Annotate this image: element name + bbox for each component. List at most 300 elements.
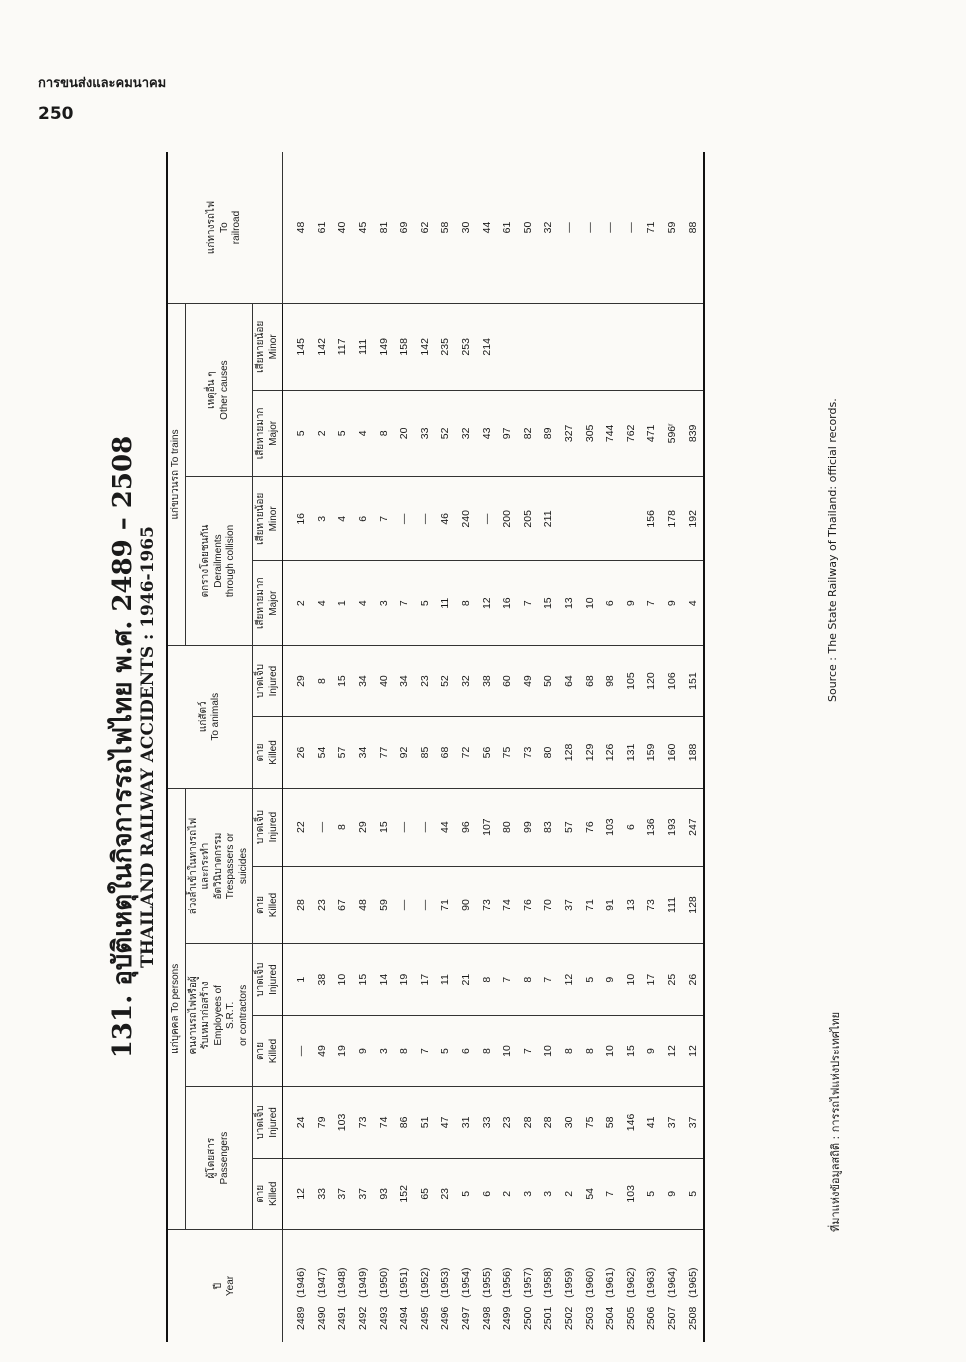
cell-employees-injured: 7 [538, 944, 559, 1015]
cell-employees-killed: 8 [394, 1015, 415, 1086]
cell-derailments-major: 7 [394, 561, 415, 645]
cell-trespassers-killed: 59 [373, 866, 394, 944]
cell-animals-injured: 98 [600, 645, 621, 716]
cell-passengers-injured: 33 [476, 1087, 497, 1158]
cell-derailments-major: 9 [621, 561, 642, 645]
cell-other-major: 33 [415, 390, 436, 477]
cell-animals-killed: 131 [621, 717, 642, 788]
cell-railroad: 45 [353, 152, 374, 304]
cell-employees-injured: 7 [497, 944, 518, 1015]
cell-other-major: 305 [579, 390, 600, 477]
cell-trespassers-killed: 111 [662, 866, 683, 944]
cell-other-minor: 142 [312, 304, 333, 391]
cell-passengers-killed: 5 [682, 1158, 704, 1229]
col-header-derailments-major: เสียหายมาก Major [253, 561, 283, 645]
cell-employees-killed: 12 [662, 1015, 683, 1086]
cell-derailments-major: 6 [600, 561, 621, 645]
cell-derailments-minor [600, 477, 621, 561]
cell-employees-killed: 10 [600, 1015, 621, 1086]
cell-year: 2499 (1956) [501, 1267, 514, 1330]
col-header-passengers-injured: บาดเจ็บ Injured [253, 1087, 283, 1158]
cell-employees-killed: 12 [682, 1015, 704, 1086]
cell-employees-killed: 7 [518, 1015, 539, 1086]
cell-derailments-major: 4 [312, 561, 333, 645]
cell-animals-injured: 29 [283, 645, 312, 716]
cell-employees-injured: 26 [682, 944, 704, 1015]
cell-animals-injured: 38 [476, 645, 497, 716]
cell-year: 2500 (1957) [521, 1267, 534, 1330]
cell-employees-injured: 38 [312, 944, 333, 1015]
cell-animals-killed: 126 [600, 717, 621, 788]
cell-employees-killed: 15 [621, 1015, 642, 1086]
cell-employees-injured: 10 [621, 944, 642, 1015]
cell-passengers-killed: 3 [518, 1158, 539, 1229]
cell-trespassers-injured: 193 [662, 788, 683, 866]
cell-passengers-injured: 79 [312, 1087, 333, 1158]
rotated-table-page [70, 132, 860, 1362]
cell-derailments-minor: 3 [312, 477, 333, 561]
cell-other-minor: 149 [373, 304, 394, 391]
cell-passengers-injured: 47 [435, 1087, 456, 1158]
cell-other-minor: 142 [415, 304, 436, 391]
cell-derailments-minor: 192 [682, 477, 704, 561]
cell-derailments-major: 12 [476, 561, 497, 645]
cell-derailments-major: 7 [518, 561, 539, 645]
cell-passengers-killed: 12 [283, 1158, 312, 1229]
cell-animals-killed: 92 [394, 717, 415, 788]
cell-railroad: 32 [538, 152, 559, 304]
cell-trespassers-killed: 13 [621, 866, 642, 944]
cell-year: 2507 (1964) [665, 1267, 678, 1330]
cell-derailments-major: 2 [283, 561, 312, 645]
col-header-trespassers-killed: ตาย Killed [253, 866, 283, 944]
cell-derailments-major: 9 [662, 561, 683, 645]
cell-other-major: 5 [332, 390, 353, 477]
cell-trespassers-injured: 96 [456, 788, 477, 866]
cell-animals-injured: 106 [662, 645, 683, 716]
cell-trespassers-killed: 128 [682, 866, 704, 944]
col-header-passengers-killed: ตาย Killed [253, 1158, 283, 1229]
cell-other-minor [497, 304, 518, 391]
cell-other-major: 327 [559, 390, 580, 477]
cell-animals-injured: 15 [332, 645, 353, 716]
cell-railroad: — [579, 152, 600, 304]
section-header: การขนส่งและคมนาคม [38, 76, 167, 91]
cell-other-minor [641, 304, 662, 391]
cell-passengers-injured: 24 [283, 1087, 312, 1158]
cell-year: 2489 (1946) [295, 1267, 308, 1330]
cell-other-minor: 235 [435, 304, 456, 391]
cell-employees-injured: 10 [332, 944, 353, 1015]
col-header-employees: คนงานรถไฟหรือผู้ รับเหมาก่อสร้าง Employees of S.R.T. or contractors [185, 944, 253, 1087]
cell-trespassers-injured: 103 [600, 788, 621, 866]
cell-year: 2491 (1948) [336, 1267, 349, 1330]
cell-employees-killed: 6 [456, 1015, 477, 1086]
cell-railroad: — [600, 152, 621, 304]
cell-trespassers-killed: 90 [456, 866, 477, 944]
cell-railroad: 58 [435, 152, 456, 304]
cell-railroad: 50 [518, 152, 539, 304]
cell-trespassers-injured: 76 [579, 788, 600, 866]
cell-trespassers-injured: — [415, 788, 436, 866]
table-row [682, 152, 704, 1342]
cell-passengers-killed: 152 [394, 1158, 415, 1229]
cell-derailments-minor: 200 [497, 477, 518, 561]
cell-railroad: 71 [641, 152, 662, 304]
cell-employees-killed: 10 [538, 1015, 559, 1086]
cell-passengers-injured: 75 [579, 1087, 600, 1158]
table-row [538, 152, 559, 1342]
cell-employees-killed: 49 [312, 1015, 333, 1086]
cell-animals-killed: 160 [662, 717, 683, 788]
cell-derailments-major: 4 [682, 561, 704, 645]
cell-employees-injured: 5 [579, 944, 600, 1015]
cell-year: 2492 (1949) [357, 1267, 370, 1330]
cell-other-major: 43 [476, 390, 497, 477]
table-body [283, 152, 704, 1342]
cell-trespassers-killed: 23 [312, 866, 333, 944]
table-row [332, 152, 353, 1342]
cell-other-minor: 158 [394, 304, 415, 391]
cell-other-major: 839 [682, 390, 704, 477]
table-row [518, 152, 539, 1342]
cell-derailments-major: 3 [373, 561, 394, 645]
cell-passengers-killed: 65 [415, 1158, 436, 1229]
cell-other-major: 2 [312, 390, 333, 477]
cell-other-major: 20 [394, 390, 415, 477]
cell-trespassers-injured: 57 [559, 788, 580, 866]
cell-trespassers-injured: 44 [435, 788, 456, 866]
table-row [373, 152, 394, 1342]
cell-year: 2508 (1965) [686, 1267, 699, 1330]
cell-derailments-minor: — [394, 477, 415, 561]
cell-employees-killed: 3 [373, 1015, 394, 1086]
cell-other-minor [600, 304, 621, 391]
cell-animals-injured: 120 [641, 645, 662, 716]
table-row [456, 152, 477, 1342]
cell-employees-injured: 1 [283, 944, 312, 1015]
cell-passengers-killed: 54 [579, 1158, 600, 1229]
cell-passengers-killed: 7 [600, 1158, 621, 1229]
cell-other-major: 97 [497, 390, 518, 477]
cell-railroad: 61 [312, 152, 333, 304]
cell-year: 2501 (1958) [542, 1267, 555, 1330]
cell-railroad: — [621, 152, 642, 304]
col-header-other-causes: เหตุอื่น ๆ Other causes [185, 304, 253, 477]
cell-animals-injured: 32 [456, 645, 477, 716]
col-header-year: ปี Year [167, 1230, 283, 1343]
cell-year: 2496 (1953) [439, 1267, 452, 1330]
cell-employees-killed: 8 [476, 1015, 497, 1086]
cell-animals-killed: 77 [373, 717, 394, 788]
cell-animals-injured: 23 [415, 645, 436, 716]
cell-year: 2498 (1955) [480, 1267, 493, 1330]
cell-other-minor [682, 304, 704, 391]
cell-trespassers-injured: — [394, 788, 415, 866]
cell-trespassers-killed: 76 [518, 866, 539, 944]
cell-animals-killed: 68 [435, 717, 456, 788]
cell-animals-killed: 80 [538, 717, 559, 788]
cell-derailments-minor: 7 [373, 477, 394, 561]
cell-passengers-killed: 2 [559, 1158, 580, 1229]
cell-derailments-major: 13 [559, 561, 580, 645]
cell-animals-killed: 57 [332, 717, 353, 788]
cell-trespassers-killed: 71 [579, 866, 600, 944]
cell-employees-injured: 19 [394, 944, 415, 1015]
cell-derailments-minor: 240 [456, 477, 477, 561]
cell-other-minor [538, 304, 559, 391]
cell-animals-killed: 128 [559, 717, 580, 788]
cell-other-major: 52 [435, 390, 456, 477]
cell-other-major: 32 [456, 390, 477, 477]
cell-passengers-killed: 5 [641, 1158, 662, 1229]
page-number: 250 [38, 104, 74, 124]
cell-derailments-minor [559, 477, 580, 561]
table-row [559, 152, 580, 1342]
cell-other-major: 4 [353, 390, 374, 477]
cell-passengers-killed: 93 [373, 1158, 394, 1229]
col-header-derailments-minor: เสียหายน้อย Minor [253, 477, 283, 561]
cell-passengers-injured: 23 [497, 1087, 518, 1158]
cell-railroad: 61 [497, 152, 518, 304]
cell-derailments-minor: 16 [283, 477, 312, 561]
cell-trespassers-killed: — [394, 866, 415, 944]
cell-other-major: 596ʳ [662, 390, 683, 477]
cell-year: 2493 (1950) [377, 1267, 390, 1330]
cell-railroad: 30 [456, 152, 477, 304]
cell-passengers-injured: 86 [394, 1087, 415, 1158]
cell-other-minor [518, 304, 539, 391]
cell-animals-injured: 68 [579, 645, 600, 716]
table-row [353, 152, 374, 1342]
col-header-derailments: ตกรางโดยชนกัน Derailments through collision [185, 477, 253, 646]
cell-animals-killed: 72 [456, 717, 477, 788]
cell-passengers-killed: 23 [435, 1158, 456, 1229]
cell-railroad: 44 [476, 152, 497, 304]
table-title-english: THAILAND RAILWAY ACCIDENTS : 1946-1965 [138, 526, 158, 968]
cell-railroad: — [559, 152, 580, 304]
cell-employees-killed: 7 [415, 1015, 436, 1086]
cell-passengers-injured: 41 [641, 1087, 662, 1158]
cell-animals-killed: 159 [641, 717, 662, 788]
cell-passengers-injured: 146 [621, 1087, 642, 1158]
cell-other-minor [621, 304, 642, 391]
cell-animals-killed: 85 [415, 717, 436, 788]
cell-employees-killed: 5 [435, 1015, 456, 1086]
cell-derailments-minor [579, 477, 600, 561]
cell-trespassers-injured: 8 [332, 788, 353, 866]
cell-animals-killed: 188 [682, 717, 704, 788]
cell-employees-injured: 14 [373, 944, 394, 1015]
cell-employees-killed: 9 [641, 1015, 662, 1086]
cell-employees-killed: 10 [497, 1015, 518, 1086]
cell-other-major: 5 [283, 390, 312, 477]
cell-railroad: 69 [394, 152, 415, 304]
cell-passengers-killed: 6 [476, 1158, 497, 1229]
cell-trespassers-killed: — [415, 866, 436, 944]
cell-animals-killed: 26 [283, 717, 312, 788]
cell-animals-killed: 34 [353, 717, 374, 788]
cell-year: 2490 (1947) [315, 1267, 328, 1330]
cell-animals-killed: 73 [518, 717, 539, 788]
cell-year: 2505 (1962) [624, 1267, 637, 1330]
col-header-animals-injured: บาดเจ็บ Injured [253, 645, 283, 716]
cell-passengers-injured: 30 [559, 1087, 580, 1158]
cell-passengers-injured: 74 [373, 1087, 394, 1158]
table-row [497, 152, 518, 1342]
cell-employees-killed: 8 [579, 1015, 600, 1086]
col-header-to-animals: แก่สัตว์ To animals [167, 645, 253, 788]
cell-trespassers-injured: 22 [283, 788, 312, 866]
cell-passengers-injured: 28 [538, 1087, 559, 1158]
cell-trespassers-injured: 136 [641, 788, 662, 866]
cell-derailments-minor: — [476, 477, 497, 561]
cell-railroad: 48 [283, 152, 312, 304]
cell-animals-injured: 60 [497, 645, 518, 716]
cell-passengers-killed: 37 [332, 1158, 353, 1229]
cell-employees-injured: 8 [476, 944, 497, 1015]
cell-derailments-minor: 156 [641, 477, 662, 561]
cell-animals-killed: 56 [476, 717, 497, 788]
cell-other-major: 471 [641, 390, 662, 477]
cell-employees-injured: 17 [641, 944, 662, 1015]
cell-passengers-injured: 51 [415, 1087, 436, 1158]
cell-employees-injured: 15 [353, 944, 374, 1015]
cell-passengers-killed: 103 [621, 1158, 642, 1229]
cell-animals-injured: 52 [435, 645, 456, 716]
col-header-animals-killed: ตาย Killed [253, 717, 283, 788]
cell-year: 2495 (1952) [418, 1267, 431, 1330]
cell-animals-injured: 49 [518, 645, 539, 716]
cell-trespassers-killed: 73 [476, 866, 497, 944]
cell-railroad: 62 [415, 152, 436, 304]
cell-derailments-major: 11 [435, 561, 456, 645]
cell-passengers-killed: 9 [662, 1158, 683, 1229]
cell-other-minor: 214 [476, 304, 497, 391]
cell-trespassers-injured: — [312, 788, 333, 866]
cell-derailments-major: 5 [415, 561, 436, 645]
cell-derailments-major: 7 [641, 561, 662, 645]
cell-employees-killed: 8 [559, 1015, 580, 1086]
cell-trespassers-killed: 48 [353, 866, 374, 944]
cell-other-minor [662, 304, 683, 391]
col-header-to-persons: แก่บุคคล To persons [167, 788, 185, 1229]
cell-passengers-killed: 33 [312, 1158, 333, 1229]
cell-railroad: 59 [662, 152, 683, 304]
cell-other-minor: 117 [332, 304, 353, 391]
table-row [476, 152, 497, 1342]
cell-passengers-killed: 37 [353, 1158, 374, 1229]
cell-animals-injured: 40 [373, 645, 394, 716]
cell-derailments-minor: 211 [538, 477, 559, 561]
cell-trespassers-killed: 71 [435, 866, 456, 944]
cell-derailments-major: 10 [579, 561, 600, 645]
cell-passengers-injured: 103 [332, 1087, 353, 1158]
table-row [415, 152, 436, 1342]
cell-employees-injured: 12 [559, 944, 580, 1015]
cell-trespassers-injured: 29 [353, 788, 374, 866]
cell-animals-killed: 54 [312, 717, 333, 788]
col-header-trespassers-injured: บาดเจ็บ Injured [253, 788, 283, 866]
cell-animals-injured: 8 [312, 645, 333, 716]
cell-other-major: 8 [373, 390, 394, 477]
accidents-table [166, 152, 705, 1342]
col-header-trespassers: ล่วงล้ำเข้าในทางรถไฟ และกระทำ อัตวินิบาตกรรม Trespassers or suicides [185, 788, 253, 944]
cell-animals-injured: 105 [621, 645, 642, 716]
table-row [435, 152, 456, 1342]
cell-year: 2503 (1960) [583, 1267, 596, 1330]
cell-passengers-injured: 58 [600, 1087, 621, 1158]
cell-passengers-injured: 31 [456, 1087, 477, 1158]
col-header-other-major: เสียหายมาก Major [253, 390, 283, 477]
cell-derailments-minor: 205 [518, 477, 539, 561]
cell-passengers-killed: 2 [497, 1158, 518, 1229]
cell-derailments-major: 1 [332, 561, 353, 645]
col-header-other-minor: เสียหายน้อย Minor [253, 304, 283, 391]
cell-other-major: 89 [538, 390, 559, 477]
cell-animals-killed: 75 [497, 717, 518, 788]
cell-other-major: 82 [518, 390, 539, 477]
cell-employees-injured: 25 [662, 944, 683, 1015]
cell-trespassers-injured: 6 [621, 788, 642, 866]
cell-passengers-injured: 73 [353, 1087, 374, 1158]
cell-trespassers-killed: 67 [332, 866, 353, 944]
cell-other-minor [559, 304, 580, 391]
cell-derailments-major: 8 [456, 561, 477, 645]
cell-employees-killed: 9 [353, 1015, 374, 1086]
cell-employees-injured: 11 [435, 944, 456, 1015]
cell-year: 2497 (1954) [460, 1267, 473, 1330]
table-title-thai: 131. อุบัติเหตุในกิจการรถไฟไทย พ.ศ. 2489 – 2508 [108, 435, 138, 1059]
cell-passengers-killed: 5 [456, 1158, 477, 1229]
cell-other-major: 744 [600, 390, 621, 477]
table-row [283, 152, 312, 1342]
cell-passengers-injured: 28 [518, 1087, 539, 1158]
table-row [394, 152, 415, 1342]
source-note-thai: ที่มาแห่งข้อมูลสถิติ : การรถไฟแห่งประเทศไทย [829, 1011, 842, 1232]
cell-animals-injured: 34 [353, 645, 374, 716]
cell-trespassers-injured: 80 [497, 788, 518, 866]
cell-railroad: 40 [332, 152, 353, 304]
col-header-passengers: ผู้โดยสาร Passengers [185, 1087, 253, 1230]
cell-other-minor: 253 [456, 304, 477, 391]
cell-trespassers-injured: 15 [373, 788, 394, 866]
cell-year: 2494 (1951) [398, 1267, 411, 1330]
cell-other-minor [579, 304, 600, 391]
cell-other-minor: 111 [353, 304, 374, 391]
cell-trespassers-killed: 28 [283, 866, 312, 944]
cell-derailments-minor: — [415, 477, 436, 561]
cell-passengers-killed: 3 [538, 1158, 559, 1229]
cell-derailments-major: 4 [353, 561, 374, 645]
cell-derailments-major: 15 [538, 561, 559, 645]
cell-trespassers-injured: 107 [476, 788, 497, 866]
table-row [579, 152, 600, 1342]
col-header-employees-killed: ตาย Killed [253, 1015, 283, 1086]
col-header-to-railroad: แก่ทางรถไฟ To railroad [167, 152, 283, 304]
cell-animals-injured: 50 [538, 645, 559, 716]
table-row [662, 152, 683, 1342]
cell-trespassers-killed: 37 [559, 866, 580, 944]
cell-derailments-major: 16 [497, 561, 518, 645]
cell-trespassers-injured: 247 [682, 788, 704, 866]
cell-trespassers-killed: 91 [600, 866, 621, 944]
cell-railroad: 88 [682, 152, 704, 304]
cell-derailments-minor: 4 [332, 477, 353, 561]
cell-passengers-injured: 37 [682, 1087, 704, 1158]
cell-trespassers-injured: 83 [538, 788, 559, 866]
cell-employees-injured: 9 [600, 944, 621, 1015]
